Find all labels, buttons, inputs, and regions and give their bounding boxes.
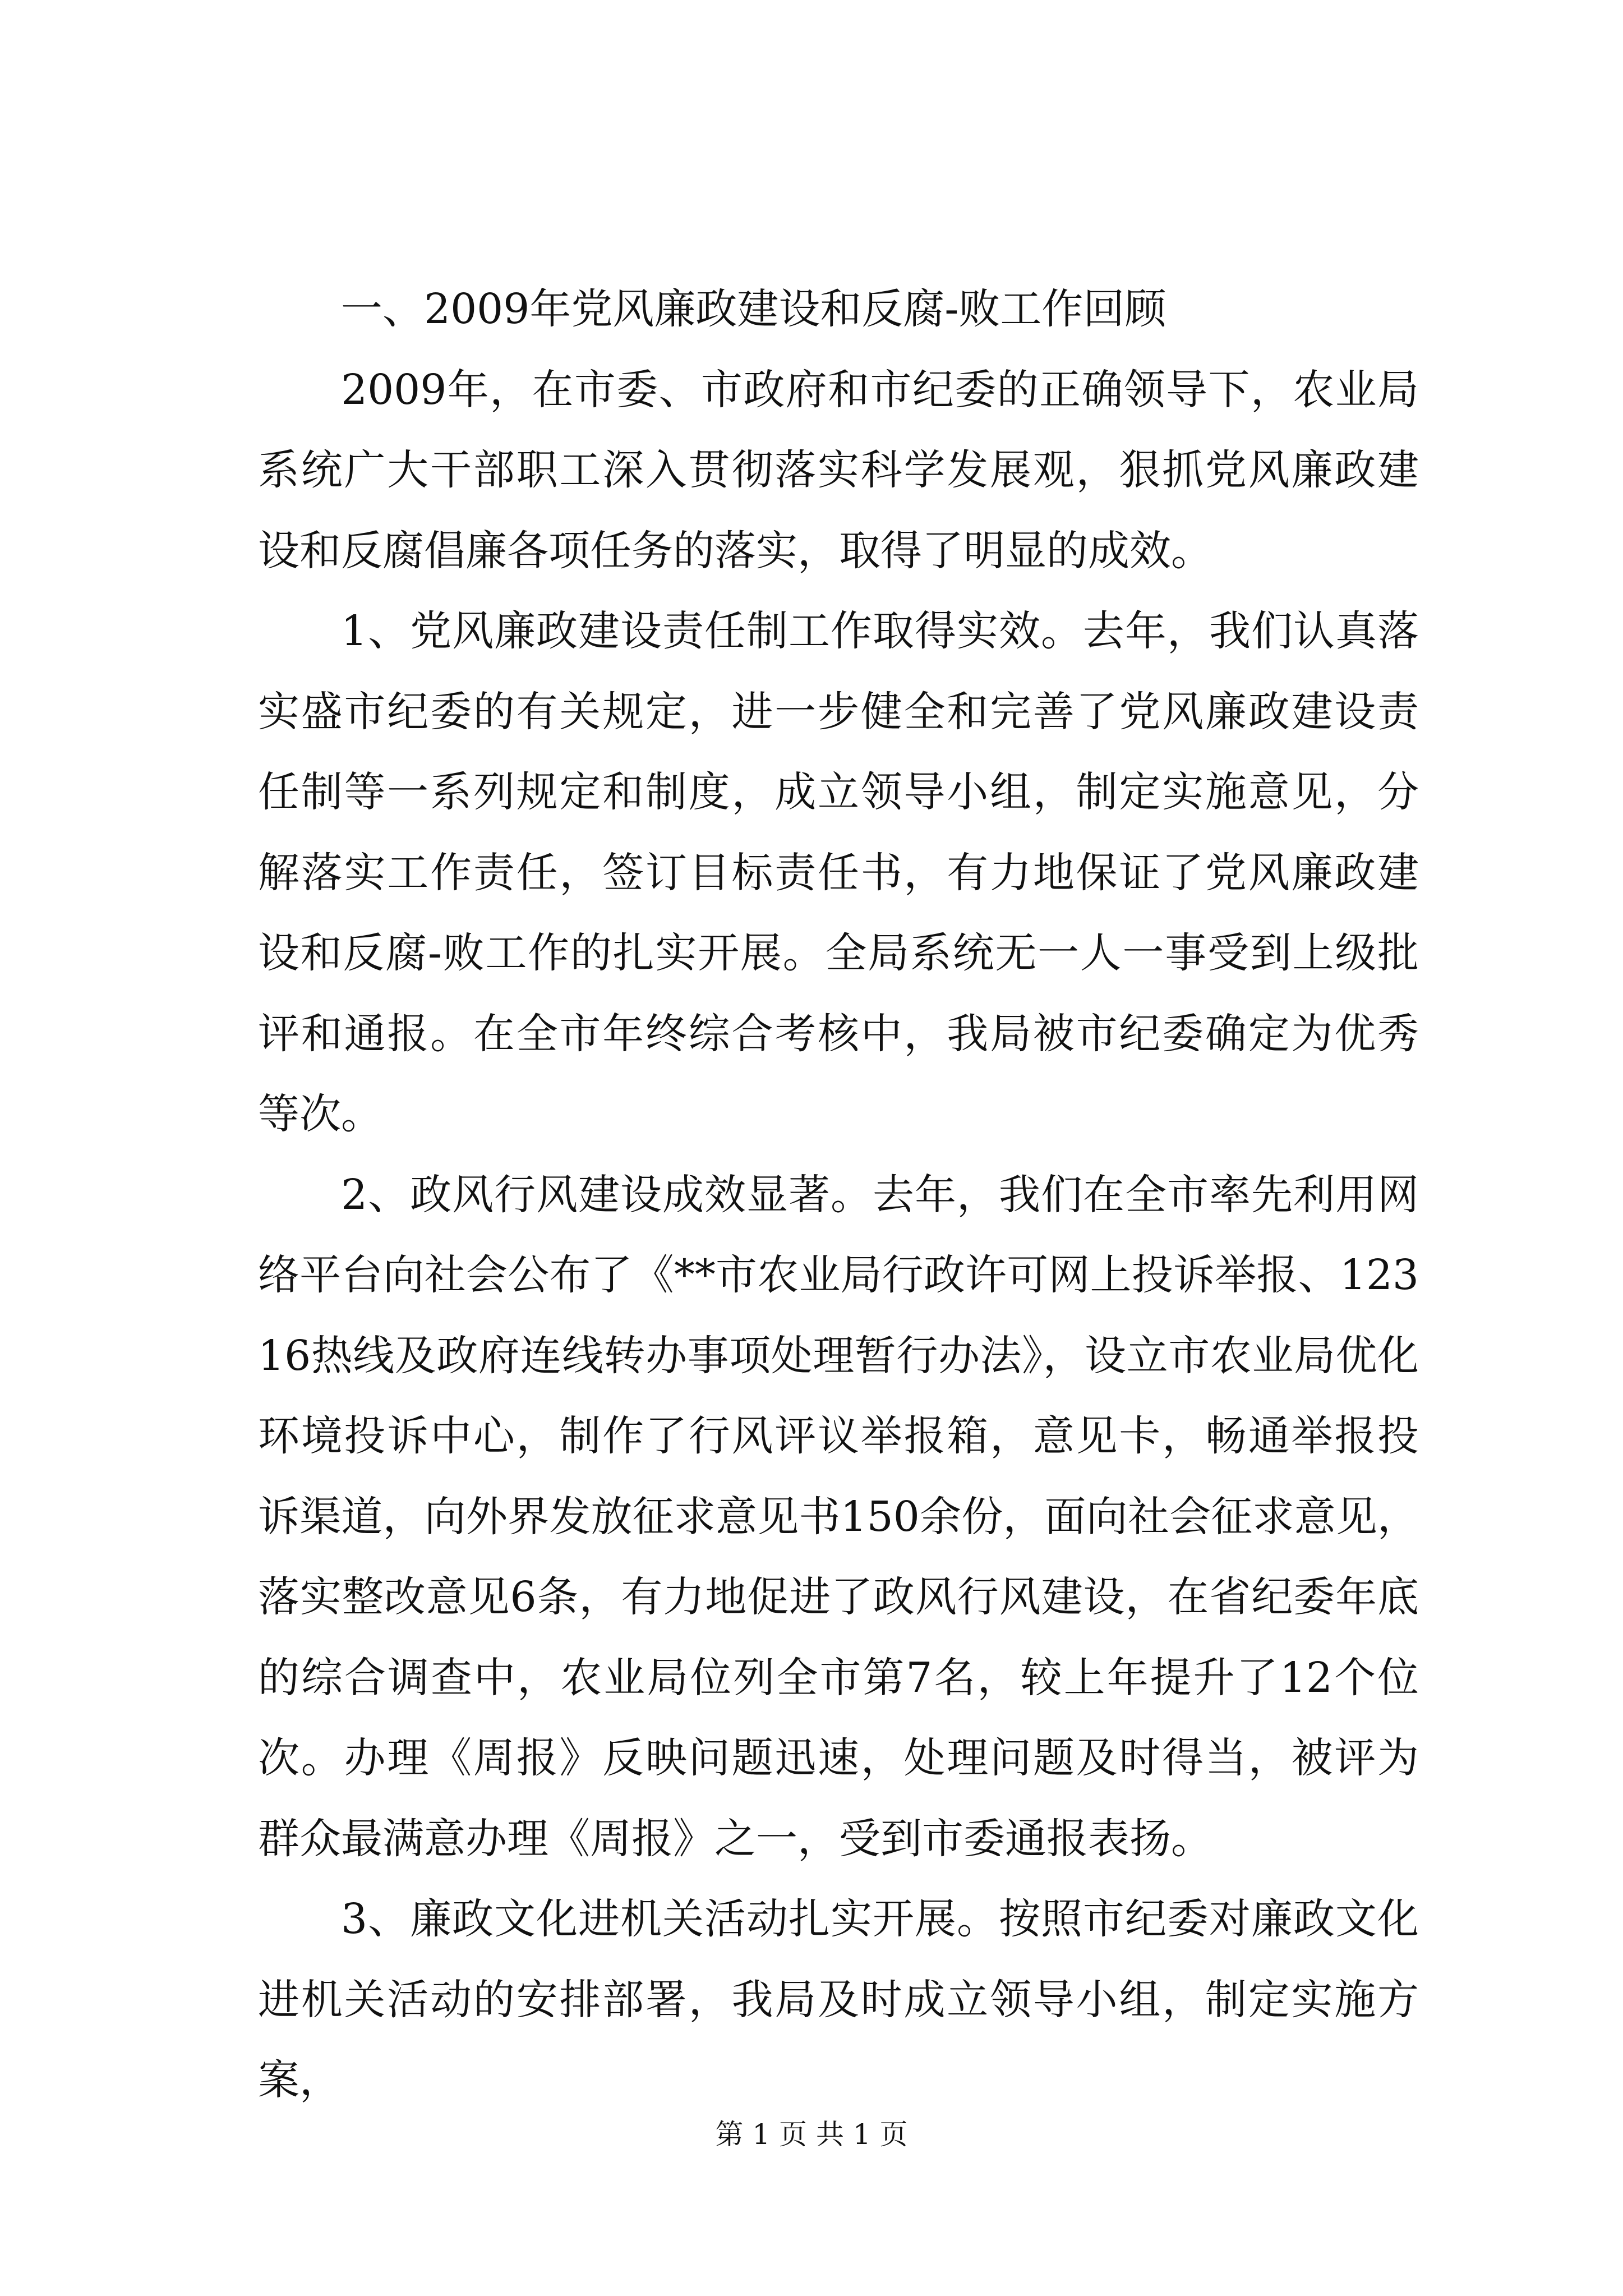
page-footer: 第 1 页 共 1 页 — [715, 2118, 908, 2151]
item-1-paragraph: 1、党风廉政建设责任制工作取得实效。去年，我们认真落实盛市纪委的有关规定，进一步健全和完善了党风廉政建设责任制等一系列规定和制度，成立领导小组，制定实施意见，分解落实工作责任，签订目标责任书，有力地保证了党风廉政建设和反腐-败工作的扎实开展。全局系统无一人一事受到上级批评和通报。在全市年终综合考核中，我局被市纪委确定为优秀等次。 — [258, 607, 1419, 1138]
item-2-paragraph: 2、政风行风建设成效显著。去年，我们在全市率先利用网络平台向社会公布了《**市农业局行政许可网上投诉举报、12316热线及政府连线转办事项处理暂行办法》，设立市农业局优化环境投诉中心，制作了行风评议举报箱，意见卡，畅通举报投诉渠道，向外界发放征求意见书150余份，面向社会征求意见，落实整改意见6条，有力地促进了政风行风建设，在省纪委年底的综合调查中，农业局位列全市第7名，较上年提升了12个位次。办理《周报》反映问题迅速，处理问题及时得当，被评为群众最满意办理《周报》之一，受到市委通报表扬。 — [258, 1170, 1419, 1863]
section-heading: 一、2009年党风廉政建设和反腐-败工作回顾 — [341, 285, 1166, 333]
item-3-paragraph: 3、廉政文化进机关活动扎实开展。按照市纪委对廉政文化进机关活动的安排部署，我局及时成立领导小组，制定实施方案， — [258, 1895, 1419, 2104]
document-body — [258, 269, 1419, 2121]
intro-paragraph: 2009年，在市委、市政府和市纪委的正确领导下，农业局系统广大干部职工深入贯彻落实科学发展观，狠抓党风廉政建设和反腐倡廉各项任务的落实，取得了明显的成效。 — [258, 365, 1419, 575]
